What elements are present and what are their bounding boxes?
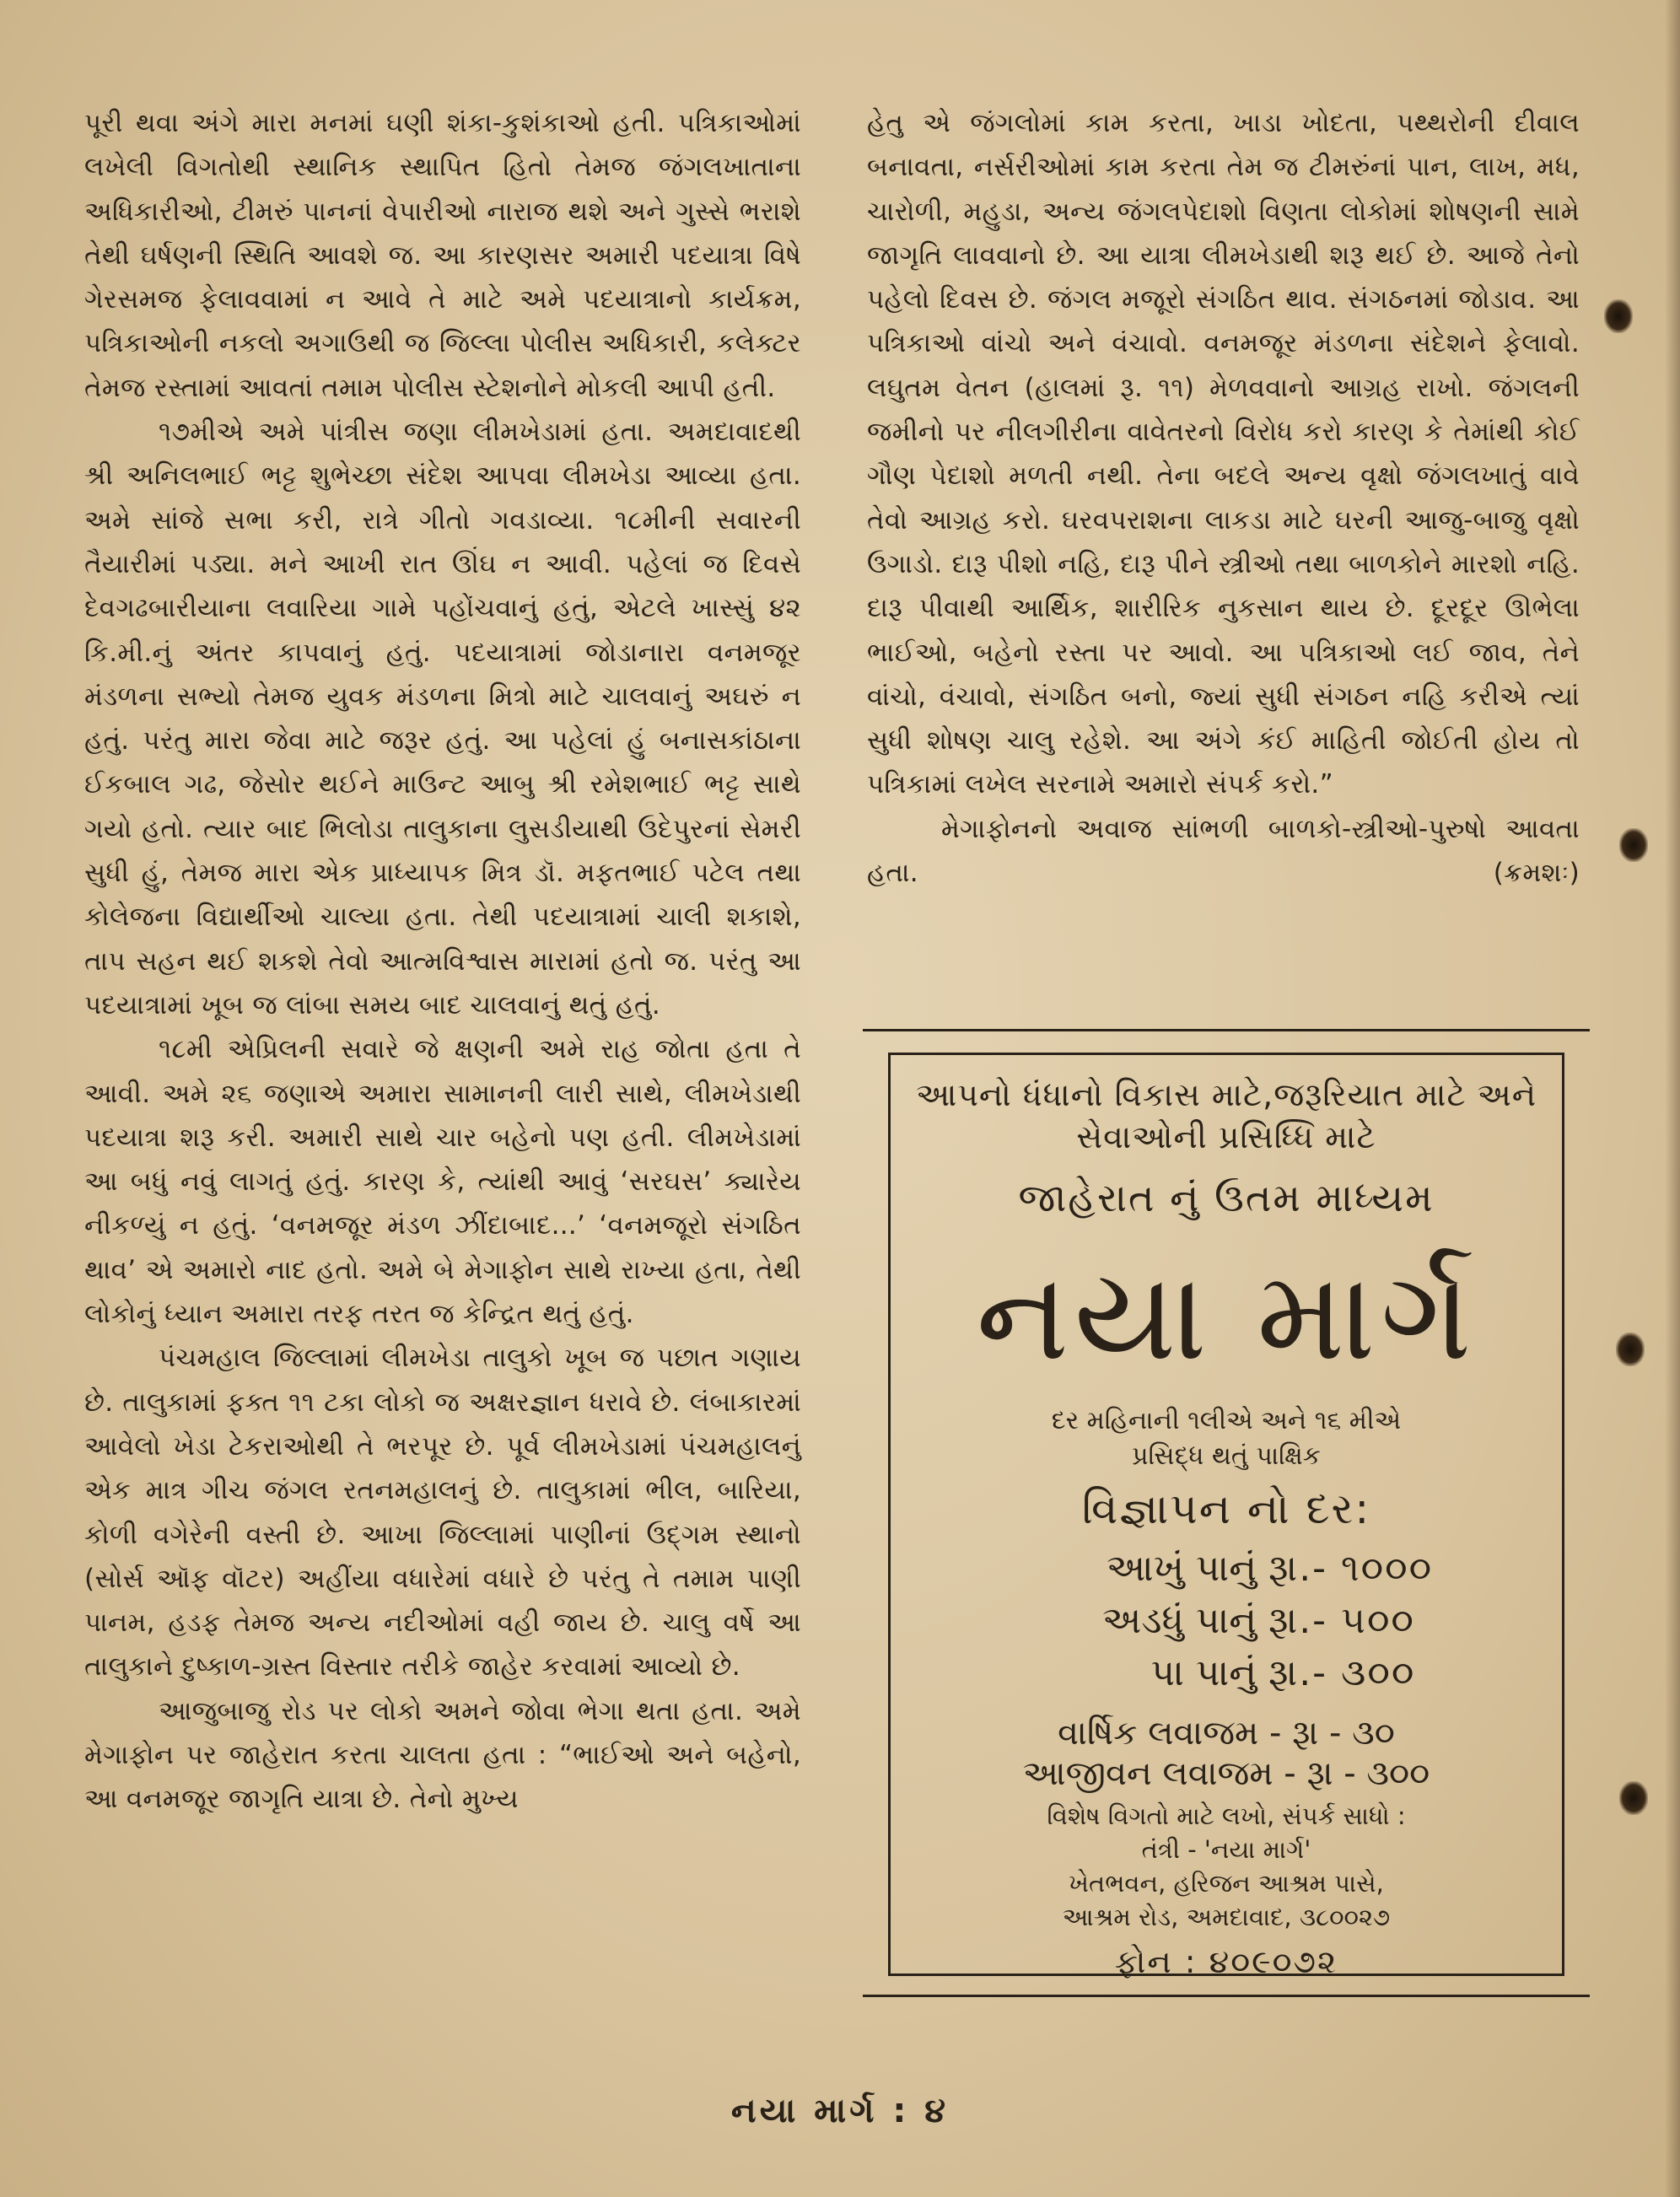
ad-contact-address-2: આશ્રમ રોડ, અમદાવાદ, ૩૮૦૦૨૭ — [1062, 1903, 1391, 1931]
ad-subscription-lifetime: આજીવન લવાજમ - રૂા - ૩૦૦ — [1022, 1754, 1430, 1793]
ad-rate-value: રૂા.- ૩૦૦ — [1268, 1651, 1416, 1694]
article-right-column — [867, 101, 1580, 895]
article-left-column — [84, 101, 801, 1822]
ad-rates-list — [990, 1543, 1462, 1699]
ad-rate-row — [990, 1647, 1462, 1699]
ad-brand-name: નયા માર્ગ — [976, 1243, 1477, 1388]
article-paragraph: હેતુ એ જંગલોમાં કામ કરતા, ખાડા ખોદતા, પથ્થરોની દીવાલ બનાવતા, નર્સરીઓમાં કામ કરતા તેમ જ ટીમરુંનાં પાન, લાખ, મધ, ચારોળી, મહુડા, અન્ય જંગલપેદાશો વિણતા લોકોમાં શોષણની સામે જાગૃતિ લાવવાનો છે. આ યાત્રા લીમખેડાથી શરૂ થઈ છે. આજે તેનો પહેલો દિવસ છે. જંગલ મજૂરો સંગઠિત થાવ. સંગઠનમાં જોડાવ. આ પત્રિકાઓ વાંચો અને વંચાવો. વનમજૂર મંડળના સંદેશને ફેલાવો. લઘુતમ વેતન (હાલમાં રૂ. ૧૧) મેળવવાનો આગ્રહ રાખો. જંગલની જમીનો પર નીલગીરીના વાવેતરનો વિરોધ કરો કારણ કે તેમાંથી કોઈ ગૌણ પેદાશો મળતી નથી. તેના બદલે અન્ય વૃક્ષો જંગલખાતું વાવે તેવો આગ્રહ કરો. ઘરવપરાશના લાકડા માટે ઘરની આજુ-બાજુ વૃક્ષો ઉગાડો. દારૂ પીશો નહિ, દારૂ પીને સ્ત્રીઓ તથા બાળકોને મારશો નહિ. દારૂ પીવાથી આર્થિક, શારીરિક નુકસાન થાય છે. દૂરદૂર ઊભેલા ભાઈઓ, બહેનો રસ્તા પર આવો. આ પત્રિકાઓ લઈ જાવ, તેને વાંચો, વંચાવો, સંગઠિત બનો, જ્યાં સુધી સંગઠન નહિ કરીએ ત્યાં સુધી શોષણ ચાલુ રહેશે. આ અંગે કંઈ માહિતી જોઈતી હોય તો પત્રિકામાં લખેલ સરનામે અમારો સંપર્ક કરો.” — [867, 108, 1580, 800]
article-paragraph: ૧૭મીએ અમે પાંત્રીસ જણા લીમખેડામાં હતા. અમદાવાદથી શ્રી અનિલભાઈ ભટ્ટ શુભેચ્છા સંદેશ આપવા લીમખેડા આવ્યા હતા. અમે સાંજે સભા કરી, રાત્રે ગીતો ગવડાવ્યા. ૧૮મીની સવારની તૈયારીમાં પડ્યા. મને આખી રાત ઊંઘ ન આવી. પહેલાં જ દિવસે દેવગઢબારીયાના લવારિયા ગામે પહોંચવાનું હતું, એટલે ખાસ્સું ૪૨ કિ.મી.નું અંતર કાપવાનું હતું. પદયાત્રામાં જોડાનારા વનમજૂર મંડળના સભ્યો તેમજ યુવક મંડળના મિત્રો માટે ચાલવાનું અઘરું ન હતું. પરંતુ મારા જેવા માટે જરૂર હતું. આ પહેલાં હું બનાસકાંઠાના ઈકબાલ ગઢ, જેસોર થઈને માઉન્ટ આબુ શ્રી રમેશભાઈ ભટ્ટ સાથે ગયો હતો. ત્યાર બાદ ભિલોડા તાલુકાના લુસડીયાથી ઉદેપુરનાં સેમરી સુધી હું, તેમજ મારા એક પ્રાધ્યાપક મિત્ર ડૉ. મફતભાઈ પટેલ તથા કોલેજના વિદ્યાર્થીઓ ચાલ્યા હતા. તેથી પદયાત્રામાં ચાલી શકાશે, તાપ સહન થઈ શકશે તેવો આત્મવિશ્વાસ મારામાં હતો જ. પરંતુ આ પદયાત્રામાં ખૂબ જ લાંબા સમય બાદ ચાલવાનું થતું હતું. — [84, 417, 801, 1020]
ad-rate-value: રૂા.- ૫૦૦ — [1268, 1599, 1415, 1642]
ad-contact-editor: તંત્રી - 'નયા માર્ગ' — [1141, 1835, 1311, 1864]
advertisement-box — [888, 1053, 1564, 1980]
punch-hole-icon — [1619, 828, 1648, 862]
ad-rate-label: પા પાનું — [1150, 1651, 1257, 1694]
article-paragraph: આજુબાજુ રોડ પર લોકો અમને જોવા ભેગા થતા હતા. અમે મેગાફોન પર જાહેરાત કરતા ચાલતા હતા : “ભાઈઓ અને બહેનો, આ વનમજૂર જાગૃતિ યાત્રા છે. તેનો મુખ્ય — [84, 1695, 801, 1815]
ad-frequency-line-1: દર મહિનાની ૧લીએ અને ૧૬ મીએ — [1051, 1406, 1402, 1435]
ad-rates-title: વિજ્ઞાપન નો દર: — [1081, 1484, 1371, 1533]
page-footer: નયા માર્ગ : ૪ — [730, 2092, 950, 2130]
article-paragraph: પંચમહાલ જિલ્લામાં લીમખેડા તાલુકો ખૂબ જ પછાત ગણાય છે. તાલુકામાં ફક્ત ૧૧ ટકા લોકો જ અક્ષરજ્ઞાન ધરાવે છે. લંબાકારમાં આવેલો ખેડા ટેકરાઓથી તે ભરપૂર છે. પૂર્વ લીમખેડામાં પંચમહાલનું એક માત્ર ગીચ જંગલ રતનમહાલનું છે. તાલુકામાં ભીલ, બારિયા, કોળી વગેરેની વસ્તી છે. આખા જિલ્લામાં પાણીનાં ઉદ્ગમ સ્થાનો (સોર્સ ઑફ વૉટર) અહીંયા વધારેમાં વધારે છે પરંતુ તે તમામ પાણી પાનમ, હડફ તેમજ અન્ય નદીઓમાં વહી જાય છે. ચાલુ વર્ષે આ તાલુકાને દુષ્કાળ-ગ્રસ્ત વિસ્તાર તરીકે જાહેર કરવામાં આવ્યો છે. — [84, 1343, 801, 1683]
article-paragraph: ૧૮મી એપ્રિલની સવારે જે ક્ષણની અમે રાહ જોતા હતા તે આવી. અમે ૨૬ જણાએ અમારા સામાનની લારી સાથે, લીમખેડાથી પદયાત્રા શરૂ કરી. અમારી સાથે ચાર બહેનો પણ હતી. લીમખેડામાં આ બધું નવું લાગતું હતું. કારણ કે, ત્યાંથી આવું ‘સરઘસ’ ક્યારેય નીકળ્યું ન હતું. ‘વનમજૂર મંડળ ઝીંદાબાદ...’ ‘વનમજૂરો સંગઠિત થાવ’ એ અમારો નાદ હતો. અમે બે મેગાફોન સાથે રાખ્યા હતા, તેથી લોકોનું ધ્યાન અમારા તરફ તરત જ કેન્દ્રિત થતું હતું. — [84, 1034, 801, 1330]
ad-rate-row — [990, 1595, 1462, 1647]
ad-rate-label: અડધું પાનું — [1101, 1599, 1257, 1642]
article-closing-paragraph — [867, 807, 1580, 896]
ad-contact-intro: વિશેષ વિગતો માટે લખો, સંપર્ક સાધો : — [1047, 1801, 1406, 1830]
punch-hole-icon — [1604, 299, 1633, 333]
continued-mark: (ક્રમશઃ) — [1493, 858, 1580, 889]
ad-rate-value: રૂા.- ૧૦૦૦ — [1268, 1547, 1434, 1590]
ad-headline-line-1: આપનો ધંધાનો વિકાસ માટે,જરૂરિયાત માટે અને — [915, 1076, 1537, 1113]
article-paragraph: પૂરી થવા અંગે મારા મનમાં ઘણી શંકા-કુશંકાઓ હતી. પત્રિકાઓમાં લખેલી વિગતોથી સ્થાનિક સ્થાપિત હિતો તેમજ જંગલખાતાના અધિકારીઓ, ટીમરું પાનનાં વેપારીઓ નારાજ થશે અને ગુસ્સે ભરાશે તેથી ઘર્ષણની સ્થિતિ આવશે જ. આ કારણસર અમારી પદયાત્રા વિષે ગેરસમજ ફેલાવવામાં ન આવે તે માટે અમે પદયાત્રાનો કાર્યક્રમ, પત્રિકાઓની નકલો અગાઉથી જ જિલ્લા પોલીસ અધિકારી, કલેક્ટર તેમજ રસ્તામાં આવતાં તમામ પોલીસ સ્ટેશનોને મોકલી આપી હતી. — [84, 108, 801, 403]
ad-phone: ફોન : ૪૦૯૦૭૨ — [1114, 1943, 1338, 1980]
page-edge-shadow — [1665, 0, 1680, 2197]
ad-contact-address-1: ખેતભવન, હરિજન આશ્રમ પાસે, — [1069, 1869, 1384, 1898]
punch-hole-icon — [1616, 1333, 1645, 1366]
ad-headline-line-2: સેવાઓની પ્રસિધ્ધિ માટે — [1076, 1118, 1376, 1155]
ad-frequency-line-2: પ્રસિદ્ધ થતું પાક્ષિક — [1132, 1441, 1321, 1471]
ad-medium-text: જાહેરાત નું ઉતમ માધ્યમ — [1018, 1175, 1435, 1220]
ad-rate-row — [990, 1543, 1462, 1595]
punch-hole-icon — [1619, 1781, 1648, 1815]
ad-subscription-annual: વાર્ષિક લવાજમ - રૂા - ૩૦ — [1058, 1714, 1395, 1753]
article-closing-text: મેગાફોનનો અવાજ સાંભળી બાળકો-સ્ત્રીઓ-પુરુષો આવતા હતા. — [867, 813, 1580, 889]
ad-rate-label: આખું પાનું — [1106, 1547, 1257, 1590]
